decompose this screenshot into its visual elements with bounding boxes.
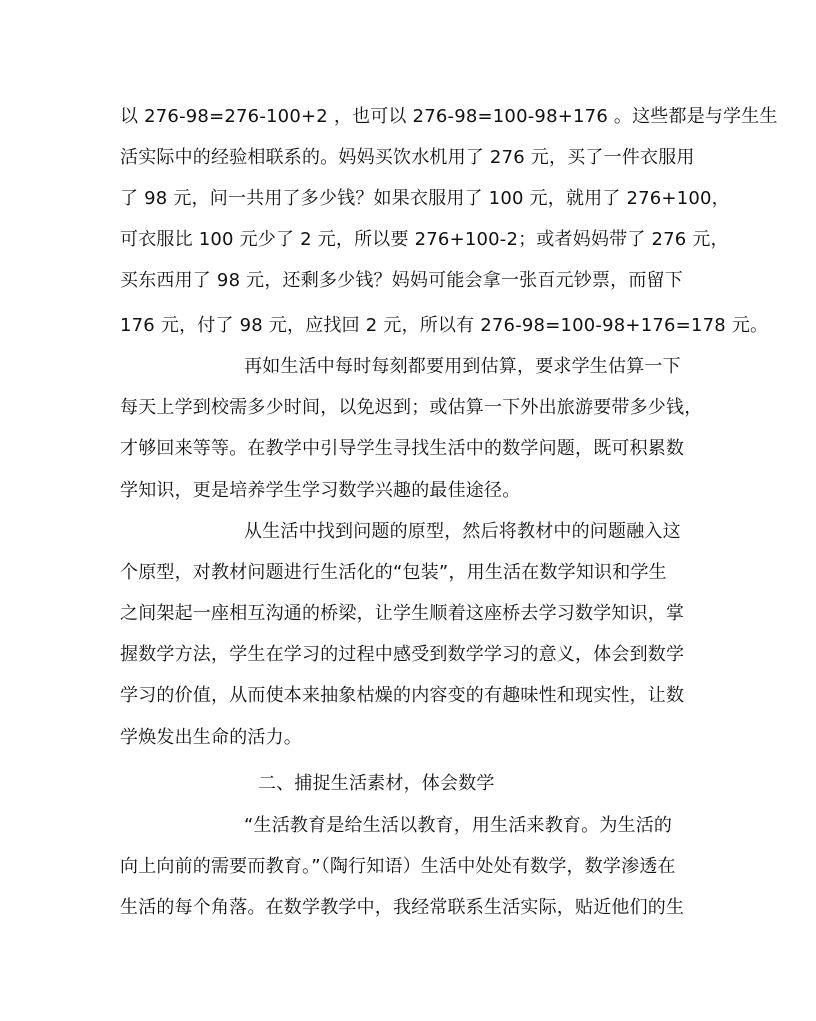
text-line: 176 元，付了 98 元，应找回 2 元，所以有 276-98=100-98+176=178 元。: [120, 315, 769, 336]
text-line: 学习的价值，从而使本来抽象枯燥的内容变的有趣味性和现实性，让数: [120, 685, 685, 706]
paragraph-first-line: 再如生活中每时每刻都要用到估算，要求学生估算一下: [244, 356, 681, 377]
text-line: 可衣服比 100 元少了 2 元，所以要 276+100-2；或者妈妈带了 276 元，: [120, 229, 729, 250]
text-line: 以 276-98=276-100+2 ，也可以 276-98=100-98+176 。这些都是与学生生: [120, 106, 778, 127]
section-heading: 二、捕捉生活素材，体会数学: [258, 773, 495, 794]
text-line: 个原型，对教材问题进行生活化的“包装”，用生活在数学知识和学生: [120, 562, 667, 583]
text-line: 向上向前的需要而教育。”（陶行知语）生活中处处有数学，数学渗透在: [120, 856, 676, 877]
text-line: 学焕发出生命的活力。: [120, 727, 302, 748]
text-line: 握数学方法，学生在学习的过程中感受到数学学习的意义，体会到数学: [120, 644, 685, 665]
paragraph-first-line: “生活教育是给生活以教育，用生活来教育。为生活的: [244, 815, 673, 836]
paragraph-first-line: 从生活中找到问题的原型，然后将教材中的问题融入这: [244, 521, 681, 542]
text-line: 买东西用了 98 元，还剩多少钱？妈妈可能会拿一张百元钞票，而留下: [120, 270, 683, 291]
text-line: 了 98 元，问一共用了多少钱？如果衣服用了 100 元，就用了 276+100，: [120, 188, 730, 209]
text-line: 学知识，更是培养学生学习数学兴趣的最佳途径。: [120, 480, 521, 501]
text-line: 之间架起一座相互沟通的桥梁，让学生顺着这座桥去学习数学知识，掌: [120, 603, 685, 624]
text-line: 活实际中的经验相联系的。妈妈买饮水机用了 276 元，买了一件衣服用: [120, 147, 695, 168]
text-line: 才够回来等等。在教学中引导学生寻找生活中的数学问题，既可积累数: [120, 438, 685, 459]
text-line: 每天上学到校需多少时间，以免迟到；或估算一下外出旅游要带多少钱，: [120, 397, 703, 418]
text-line: 生活的每个角落。在数学教学中，我经常联系生活实际，贴近他们的生: [120, 897, 685, 918]
